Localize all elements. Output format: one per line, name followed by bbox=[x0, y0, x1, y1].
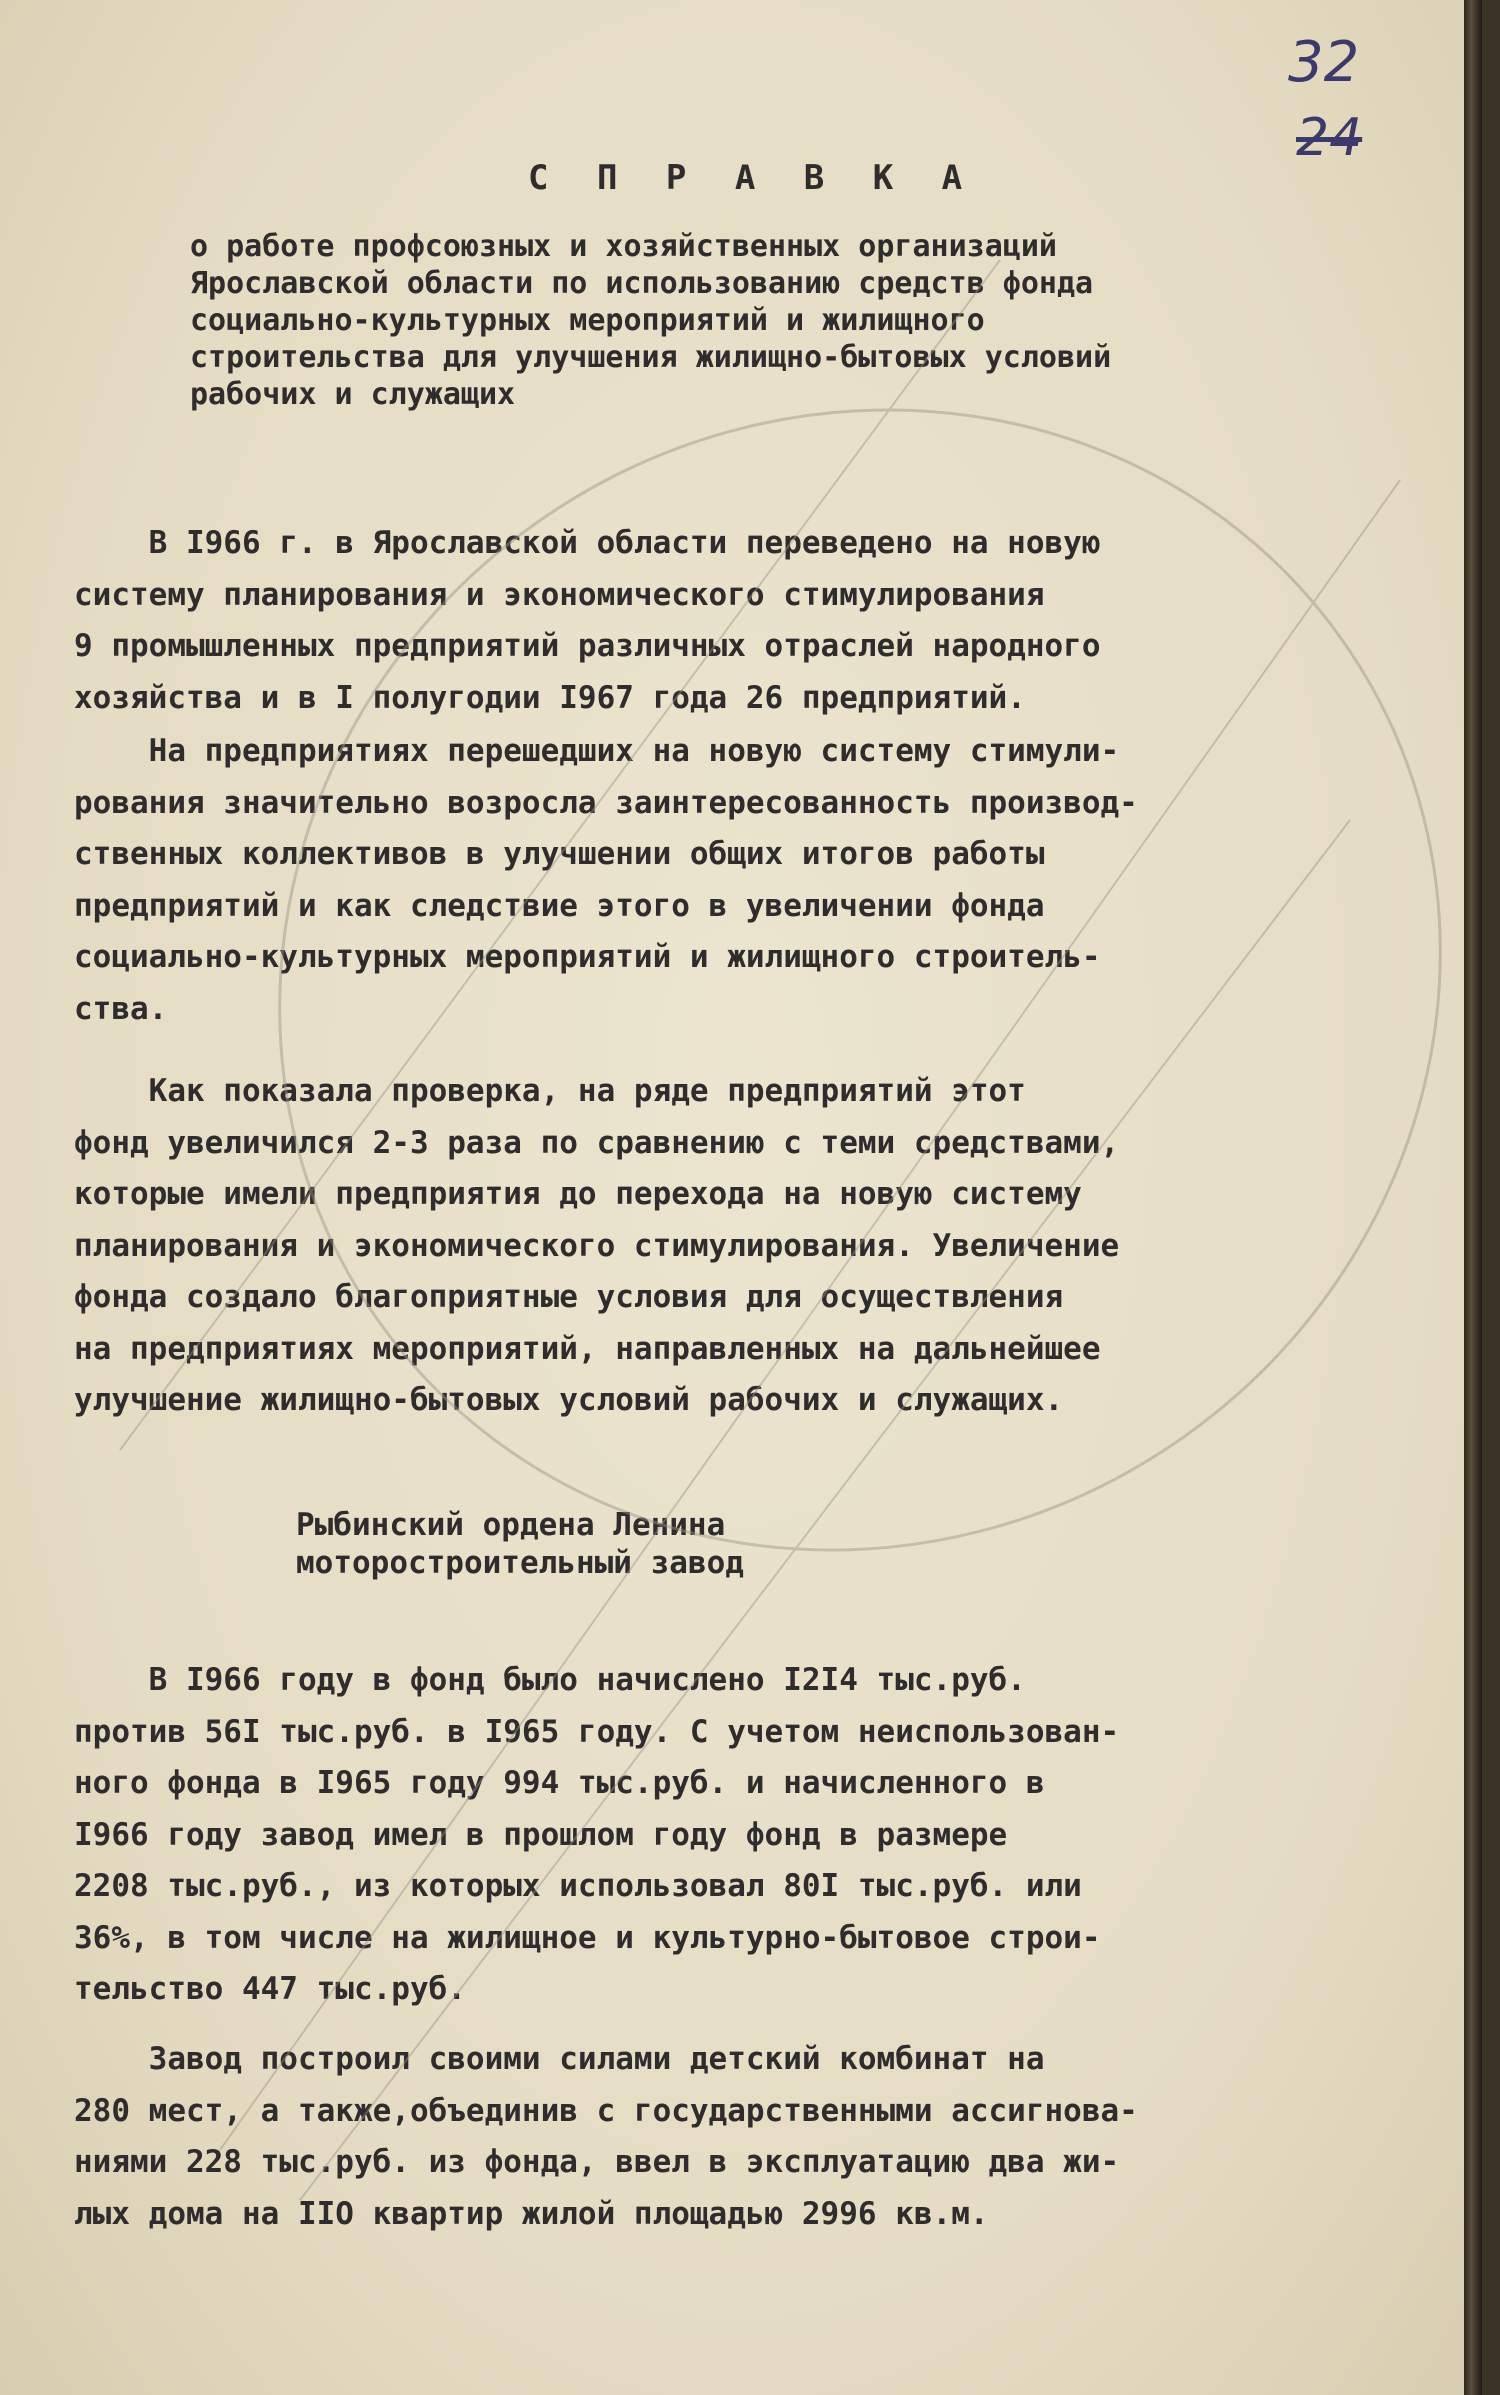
folio-number bbox=[1286, 30, 1396, 190]
subtitle-line: строительства для улучшения жилищно-бытовых условий bbox=[190, 340, 1112, 375]
folio-old-crossed: 24 bbox=[1296, 108, 1363, 168]
paragraph-construction: Завод построил своими силами детский комбинат на 280 мест, а также,объединив с государственными ассигнова- ниями 228 тыс.руб. из фонда, ввел в эксплуатацию два жи- лых дома на IIO квартир жилой площадью 2996 кв.м. bbox=[74, 2041, 1138, 2232]
subtitle-line: социально-культурных мероприятий и жилищного bbox=[190, 303, 985, 338]
page-edge bbox=[1464, 0, 1482, 2395]
subtitle-line: о работе профсоюзных и хозяйственных организаций bbox=[190, 229, 1057, 264]
paragraph-check: Как показала проверка, на ряде предприятий этот фонд увеличился 2-3 раза по сравнению с теми средствами, которые имели предприятия до перехода на новую систему планирования и экономического стимулирования. Увеличение фонда создало благоприятные условия для осуществления на предприятиях мероприятий, направленных на дальнейшее улучшение жилищно-бытовых условий рабочих и служащих. bbox=[74, 1073, 1120, 1418]
section-heading: Рыбинский ордена Ленина моторостроительный завод bbox=[296, 1507, 744, 1581]
subtitle-line: рабочих и служащих bbox=[190, 377, 516, 412]
document-title: С П Р А В К А bbox=[528, 158, 977, 198]
folio-current: 32 bbox=[1288, 30, 1360, 95]
paragraph-interest: На предприятиях перешедших на новую систему стимули- рования значительно возросла заинтересованность производ- ственных коллективов в улучшении общих итогов работы предприятий и как следствие этого в увеличении фонда социально-культурных мероприятий и жилищного строитель- ства. bbox=[74, 733, 1138, 1027]
document-subtitle bbox=[190, 228, 1111, 413]
subtitle-line: Ярославской области по использованию средств фонда bbox=[190, 266, 1094, 301]
paragraph-intro: В I966 г. в Ярославской области переведено на новую систему планирования и экономического стимулирования 9 промышленных предприятий различных отраслей народного хозяйства и в I полугодии I967 года 26 предприятий. bbox=[74, 525, 1101, 716]
paragraph-fund: В I966 году в фонд было начислено I2I4 тыс.руб. против 56I тыс.руб. в I965 году. С учетом неиспользован- ного фонда в I965 году 994 тыс.руб. и начисленного в I966 году завод имел в прошлом году фонд в размере 2208 тыс.руб., из которых использовал 80I тыс.руб. или 36%, в том числе на жилищное и культурно-бытовое строи- тельство 447 тыс.руб. bbox=[74, 1662, 1120, 2007]
